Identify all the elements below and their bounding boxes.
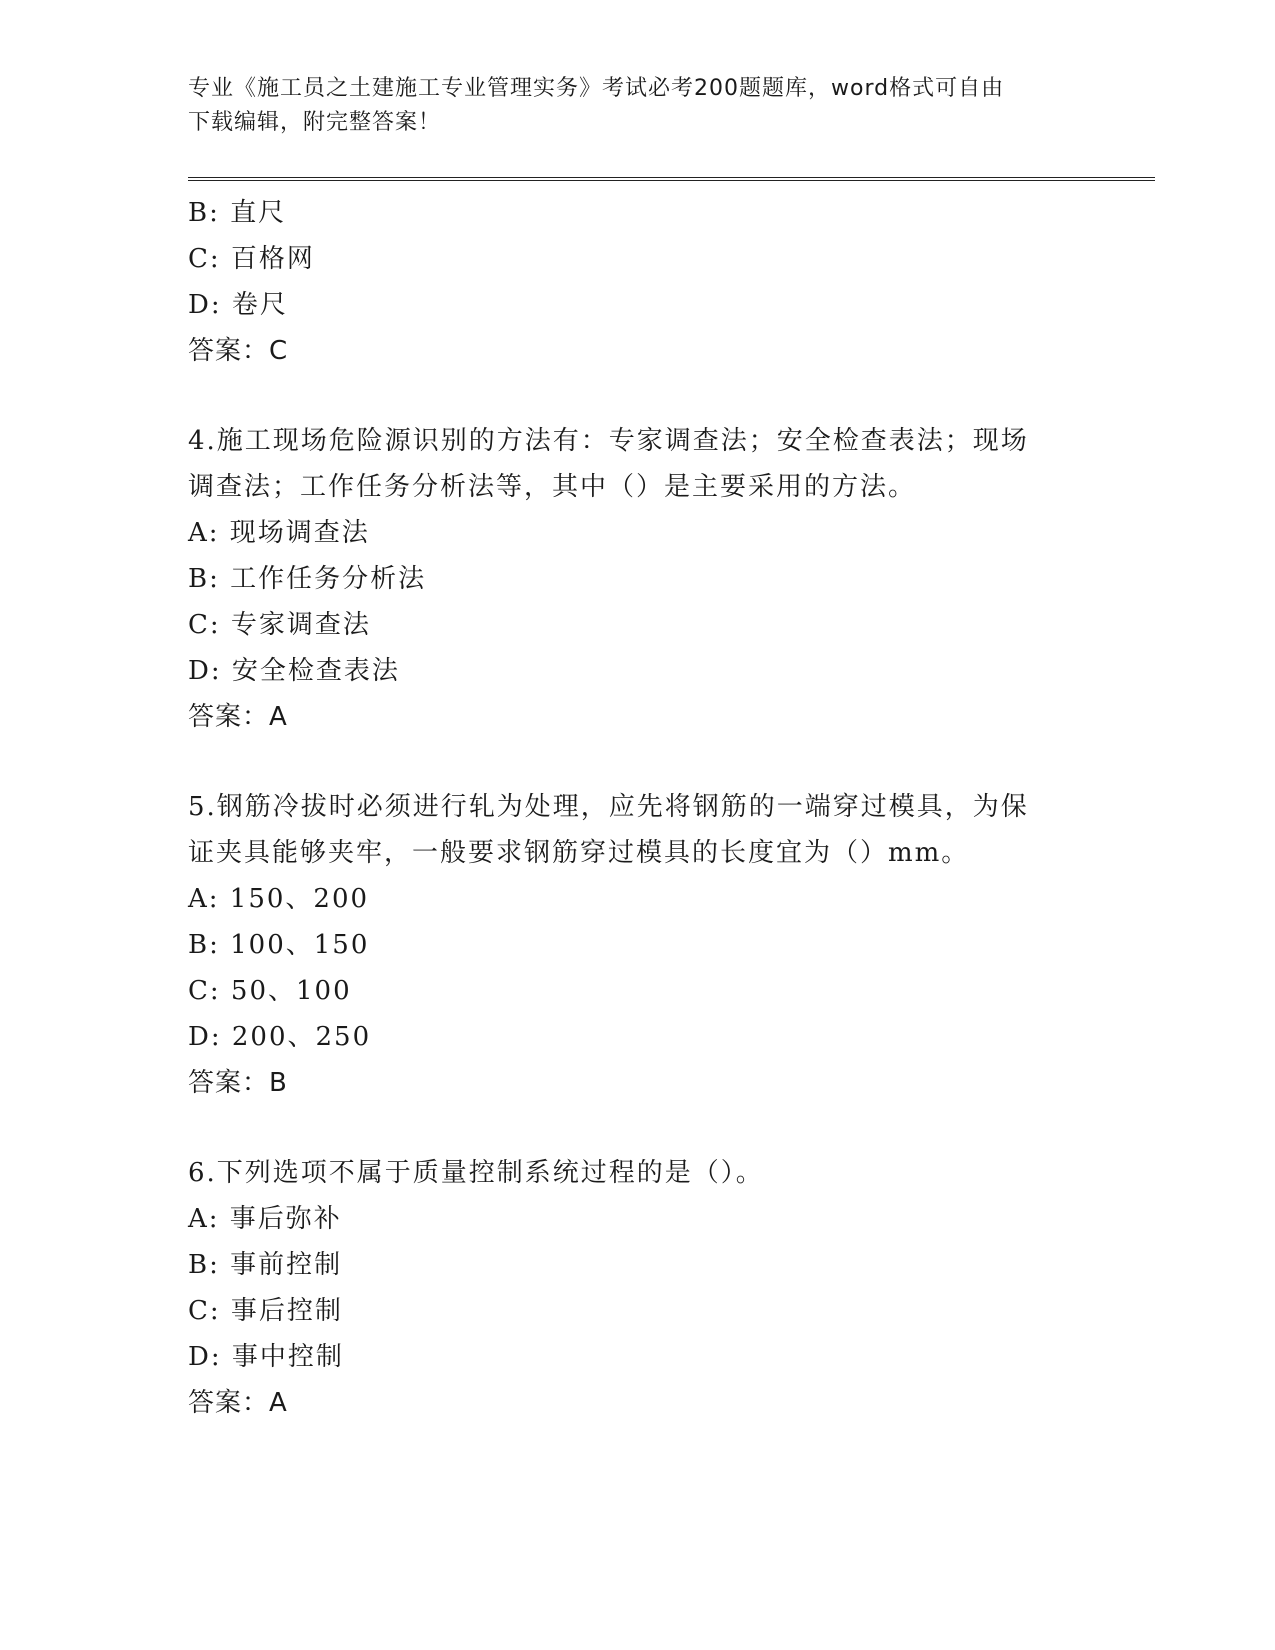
header-line-1: 专业《施工员之土建施工专业管理实务》考试必考200题题库，word格式可自由 — [188, 76, 1005, 101]
option-d: D: 安全检查表法 — [188, 656, 400, 686]
option-b: B: 直尺 — [188, 198, 287, 228]
option-c: C: 50、100 — [188, 976, 352, 1006]
option-c: C: 事后控制 — [188, 1296, 343, 1326]
question-stem-line-1: 6.下列选项不属于质量控制系统过程的是（）。 — [188, 1158, 764, 1188]
header-divider — [188, 177, 1155, 181]
answer: 答案：C — [188, 336, 289, 366]
option-a: A: 现场调查法 — [188, 518, 370, 548]
question-stem-line-1: 5.钢筋冷拔时必须进行轧为处理，应先将钢筋的一端穿过模具，为保 — [188, 792, 1029, 822]
question-stem-line-2: 证夹具能够夹牢，一般要求钢筋穿过模具的长度宜为（）mm。 — [188, 838, 970, 868]
question-5 — [188, 784, 1068, 1106]
question-list — [188, 190, 1068, 1426]
option-c: C: 百格网 — [188, 244, 315, 274]
answer: 答案：B — [188, 1068, 288, 1098]
answer: 答案：A — [188, 702, 288, 732]
option-d: D: 200、250 — [188, 1022, 372, 1052]
option-c: C: 专家调查法 — [188, 610, 371, 640]
option-d: D: 事中控制 — [188, 1342, 344, 1372]
question-stem-line-2: 调查法；工作任务分析法等，其中（）是主要采用的方法。 — [188, 472, 917, 502]
question-3-continued — [188, 190, 1068, 374]
question-stem-line-1: 4.施工现场危险源识别的方法有：专家调查法；安全检查表法；现场 — [188, 426, 1029, 456]
page-header — [188, 72, 1088, 140]
option-b: B: 100、150 — [188, 930, 370, 960]
option-a: A: 150、200 — [188, 884, 370, 914]
question-6 — [188, 1150, 1068, 1426]
option-b: B: 事前控制 — [188, 1250, 343, 1280]
option-d: D: 卷尺 — [188, 290, 288, 320]
header-line-2: 下载编辑，附完整答案！ — [188, 110, 442, 135]
answer: 答案：A — [188, 1388, 288, 1418]
option-b: B: 工作任务分析法 — [188, 564, 427, 594]
option-a: A: 事后弥补 — [188, 1204, 342, 1234]
question-4 — [188, 418, 1068, 740]
